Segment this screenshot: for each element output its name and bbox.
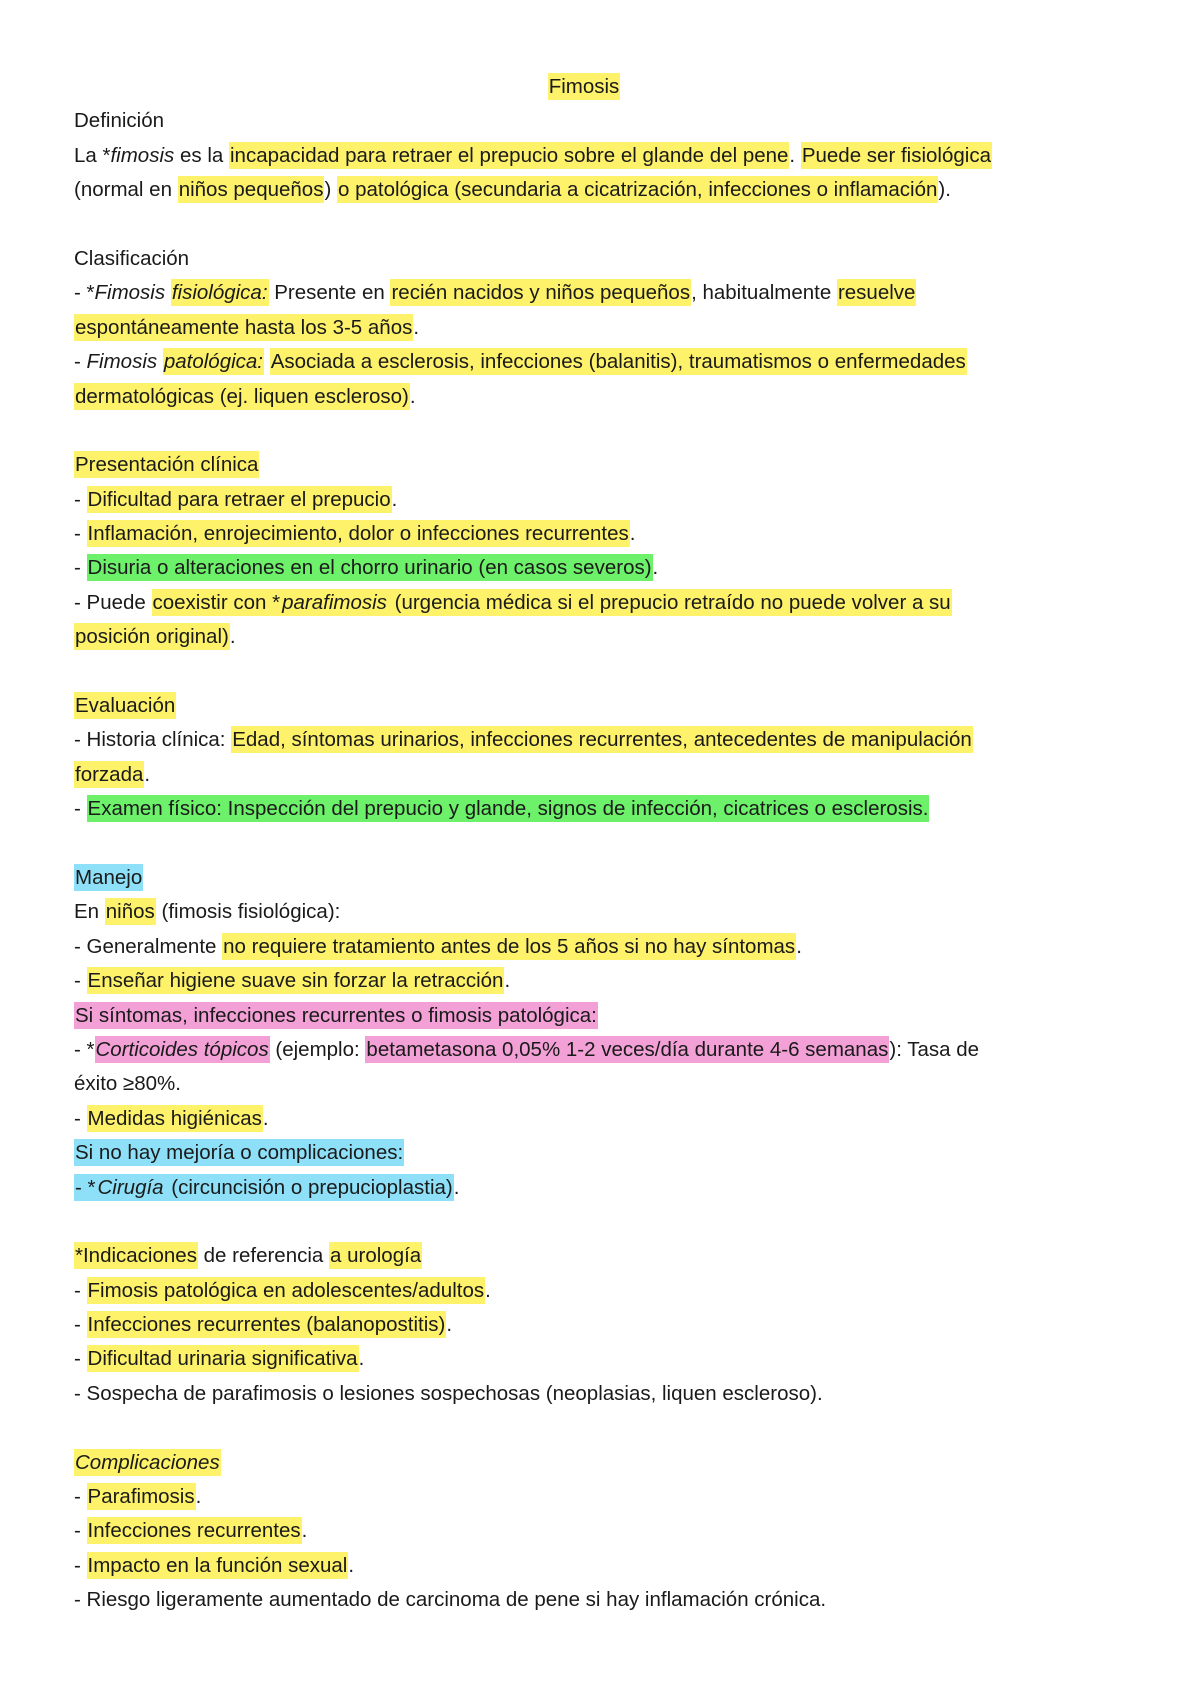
text-run: . [789,143,801,167]
highlighted-text: Enseñar higiene suave sin forzar la retracción [87,969,504,993]
highlighted-text: Parafimosis [87,1485,195,1509]
text-run: . [229,625,236,649]
text-run: - [74,1278,87,1302]
highlighted-text: Disuria o alteraciones en el chorro urinario (en casos severos) [87,556,652,580]
text-line [74,964,1134,998]
text-run: . [485,1278,491,1302]
text-line [74,517,1134,551]
text-line [74,311,1134,345]
highlighted-text: (urgencia médica si el prepucio retraído no puede volver a su [388,590,951,614]
highlighted-text: o patológica (secundaria a cicatrización, infecciones o inflamación [337,178,938,202]
text-run: (fimosis fisiológica): [155,900,341,924]
text-line [74,620,1134,654]
highlighted-text: Fimosis patológica en adolescentes/adultos [87,1278,485,1302]
text-run: - [74,1347,87,1371]
text-line [74,242,1134,276]
text-run: ) [324,178,337,202]
text-run: ). [938,178,951,202]
text-run: En [74,900,105,924]
blank-line [74,414,1134,448]
blank-line [74,1205,1134,1239]
highlighted-text: incapacidad para retraer el prepucio sobre el glande del pene [229,143,789,167]
text-line [74,1377,1134,1411]
highlighted-text: coexistir con * [152,590,281,614]
text-run: . [413,315,420,339]
text-run: (normal en [74,178,178,202]
text-line [74,1480,1134,1514]
highlighted-text: betametasona 0,05% 1-2 veces/día durante 4-6 semanas [366,1037,889,1061]
highlighted-text: Medidas higiénicas [87,1106,262,1130]
highlighted-text: - * [75,1175,96,1199]
highlighted-text: Infecciones recurrentes (balanopostitis) [87,1313,446,1337]
text-line [74,173,1134,207]
highlighted-text: Examen físico: Inspección del prepucio y glande, signos de infección, cicatrices o esclerosis. [87,797,929,821]
text-run: . [262,1106,269,1130]
text-run: . [652,556,659,580]
text-line [74,1342,1134,1376]
text-line [74,895,1134,929]
text-run: . [144,762,151,786]
text-line [74,861,1134,895]
text-run: - [74,969,87,993]
text-run: - * [74,1037,95,1061]
highlighted-text: niños pequeños [178,178,324,202]
highlighted-text: parafimosis [282,590,387,614]
text-run: - [74,350,87,374]
text-line [74,276,1134,310]
highlighted-text: Dificultad para retraer el prepucio [87,487,391,511]
highlighted-text: (circuncisión o prepucioplastia) [165,1175,453,1199]
highlighted-text: Puede ser fisiológica [801,143,991,167]
highlighted-text: Presentación clínica [75,453,259,477]
highlighted-text: recién nacidos y niños pequeños [391,281,691,305]
text-line [74,792,1134,826]
text-run: - * [74,281,95,305]
text-line [74,1446,1134,1480]
highlighted-text: dermatológicas (ej. liquen escleroso) [75,384,409,408]
highlighted-text: fisiológica: [171,281,268,305]
document-body [74,70,1134,1618]
text-line [74,689,1134,723]
text-run: - [74,797,87,821]
highlighted-text: Inflamación, enrojecimiento, dolor o infecciones recurrentes [87,522,629,546]
text-line [74,483,1134,517]
text-run: Presente en [268,281,391,305]
highlighted-text: Si no hay mejoría o complicaciones: [75,1141,404,1165]
highlighted-text: a urología [330,1244,422,1268]
text-line [74,1583,1134,1617]
text-run: (ejemplo: [269,1037,366,1061]
highlighted-text: Corticoides tópicos [95,1037,269,1061]
highlighted-text: Complicaciones [75,1450,220,1474]
text-run: . [504,969,511,993]
text-run: Fimosis [94,281,171,305]
highlighted-text: Impacto en la función sexual [87,1553,348,1577]
text-run: - [74,487,87,511]
highlighted-text: Evaluación [75,694,176,718]
text-line [74,1514,1134,1548]
text-run: - Riesgo ligeramente aumentado de carcinoma de pene si hay inflamación crónica. [74,1588,827,1612]
text-run: . [796,934,802,958]
text-run: . [391,487,398,511]
text-run: - [74,1553,87,1577]
highlighted-text: *Indicaciones [75,1244,197,1268]
highlighted-text: Dificultad urinaria significativa [87,1347,358,1371]
blank-line [74,1411,1134,1445]
text-run: ): Tasa de [889,1037,980,1061]
text-line [74,758,1134,792]
text-run: Clasificación [74,246,190,270]
text-line [74,1033,1134,1067]
text-run: - [74,1106,87,1130]
text-line [74,1102,1134,1136]
highlighted-text: niños [105,900,155,924]
text-run: Fimosis [86,350,163,374]
blank-line [74,655,1134,689]
text-line [74,1136,1134,1170]
highlighted-text: Asociada a esclerosis, infecciones (balanitis), traumatismos o enfermedades [270,350,966,374]
highlighted-text: posición original) [75,625,229,649]
text-run: de referencia [197,1244,330,1268]
text-line [74,345,1134,379]
page-title [74,70,1134,104]
text-line [74,1171,1134,1205]
text-line [74,930,1134,964]
text-run: , habitualmente [691,281,837,305]
highlighted-text: forzada [75,762,144,786]
text-line [74,1239,1134,1273]
text-run: La * [74,143,111,167]
text-run: - Generalmente [74,934,223,958]
text-run: - [74,1485,87,1509]
text-line [74,586,1134,620]
text-run: - [74,1313,87,1337]
text-run: . [446,1313,453,1337]
text-line [74,1274,1134,1308]
text-run: Definición [74,109,165,133]
highlighted-text: Si síntomas, infecciones recurrentes o fimosis patológica: [75,1003,597,1027]
blank-line [74,208,1134,242]
text-run: es la [174,143,229,167]
text-line [74,1549,1134,1583]
text-run: . [629,522,636,546]
text-line [74,999,1134,1033]
text-run: - [74,1519,87,1543]
text-run: . [409,384,416,408]
text-line [74,380,1134,414]
text-run: - [74,522,87,546]
text-run [264,350,270,373]
text-line [74,104,1134,138]
text-run: - Puede [74,590,152,614]
text-run: . [195,1485,202,1509]
text-run: fimosis [110,143,175,167]
highlighted-text: resuelve [837,281,916,305]
text-line [74,1308,1134,1342]
highlighted-text: Edad, síntomas urinarios, infecciones recurrentes, antecedentes de manipulación [232,728,972,752]
text-run: . [358,1347,365,1371]
text-line [74,551,1134,585]
highlighted-text: Fimosis [548,75,620,98]
blank-line [74,827,1134,861]
text-run: éxito ≥80%. [74,1072,181,1096]
text-line [74,723,1134,757]
text-run: . [301,1519,308,1543]
highlighted-text: no requiere tratamiento antes de los 5 años si no hay síntomas [223,934,796,958]
highlighted-text: patológica: [163,350,264,374]
text-run: - [74,556,87,580]
text-line [74,1067,1134,1101]
text-run: - Sospecha de parafimosis o lesiones sospechosas (neoplasias, liquen escleroso). [74,1381,823,1405]
highlighted-text: Cirugía [97,1175,164,1199]
text-line [74,139,1134,173]
text-run: . [453,1175,460,1199]
highlighted-text: espontáneamente hasta los 3-5 años [75,315,413,339]
text-run: - Historia clínica: [74,728,232,752]
highlighted-text: Manejo [75,865,143,889]
highlighted-text: Infecciones recurrentes [87,1519,301,1543]
text-run: . [348,1553,355,1577]
text-line [74,448,1134,482]
